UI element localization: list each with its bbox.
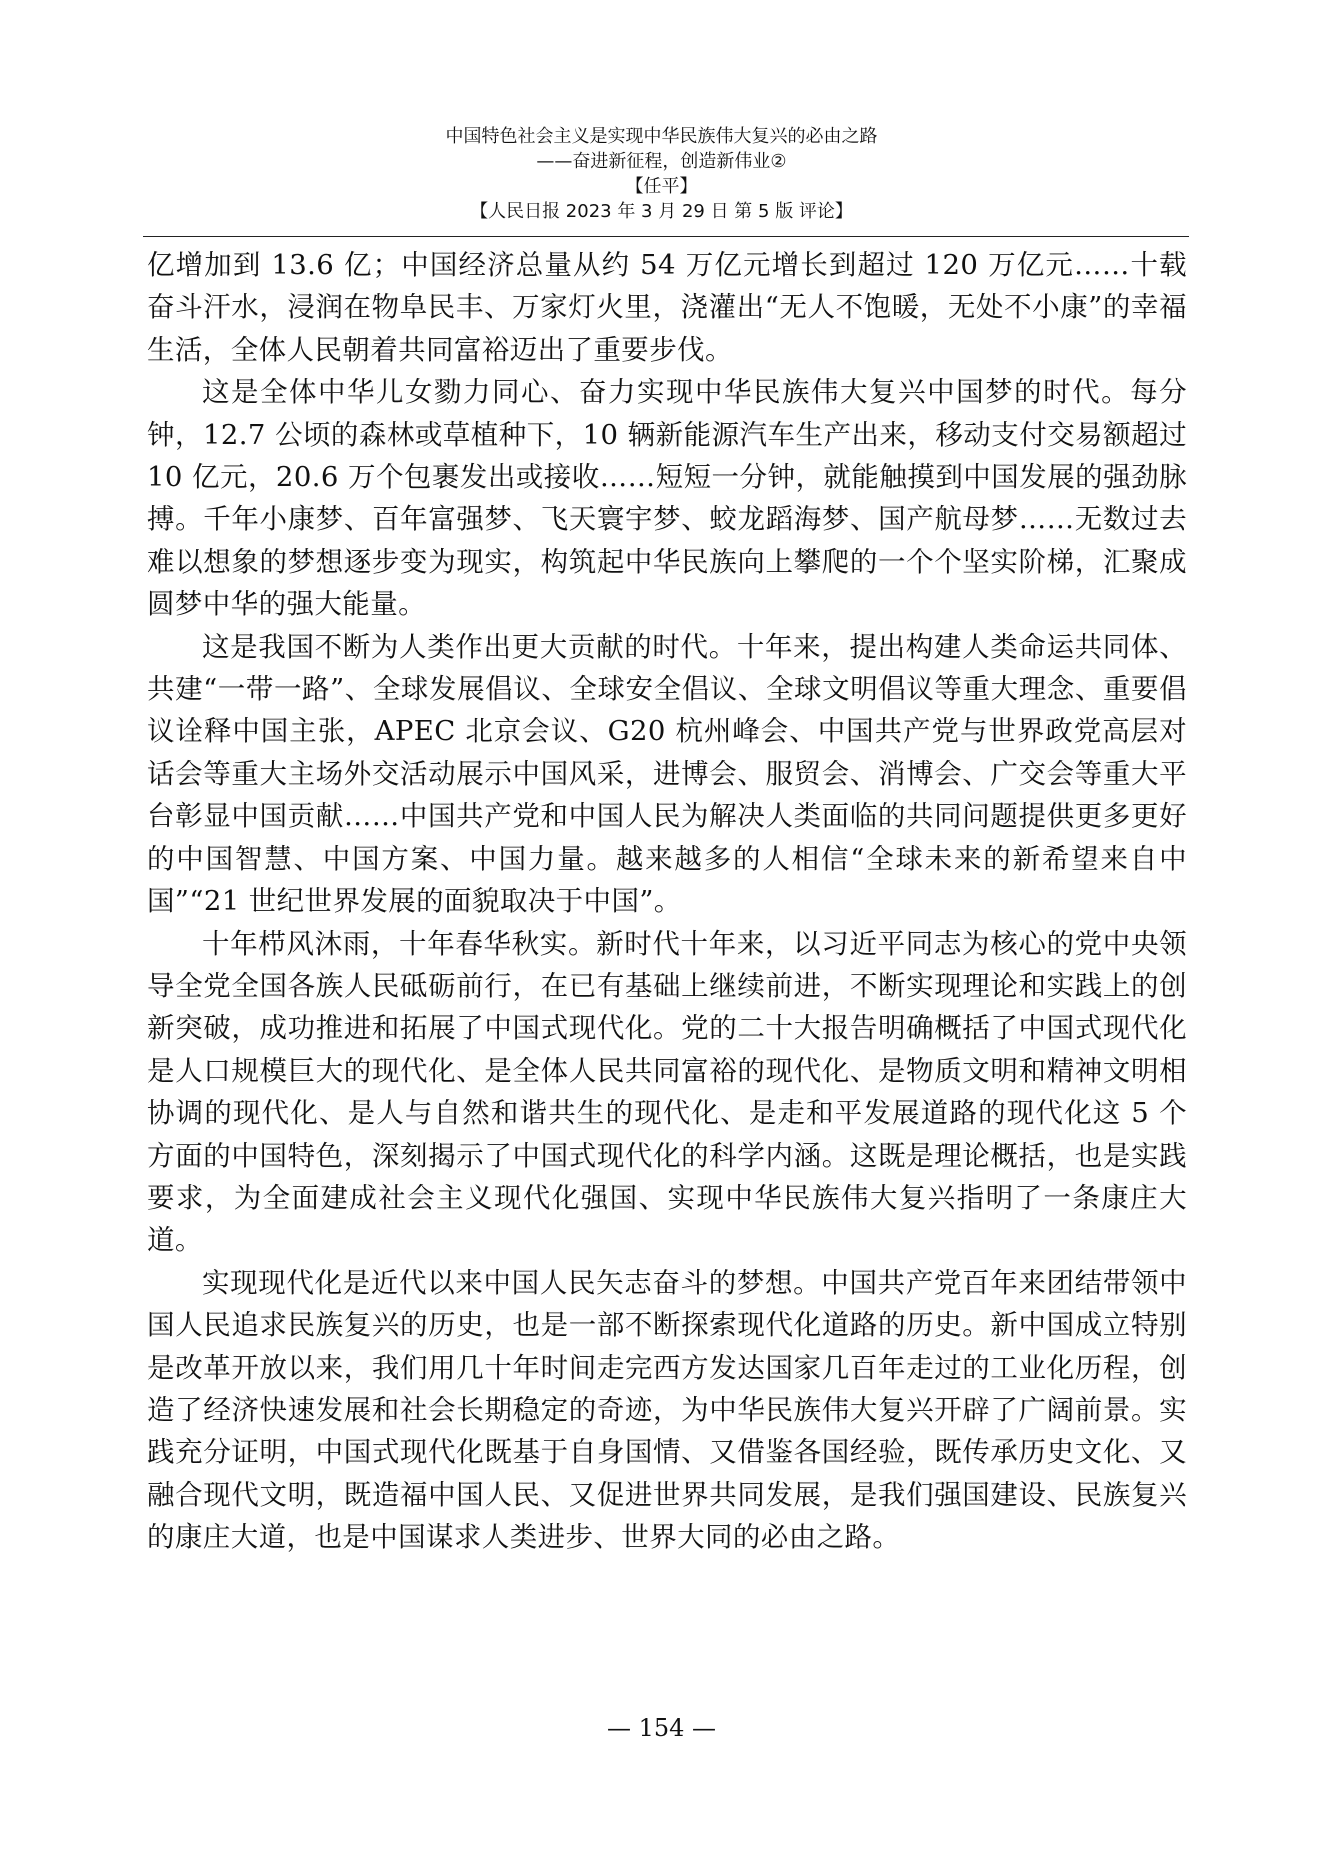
article-subtitle: ——奋进新征程，创造新伟业② [536,151,787,172]
article-source: 【人民日报 2023 年 3 月 29 日 第 5 版 评论】 [470,201,853,222]
paragraph: 这是全体中华儿女勠力同心、奋力实现中华民族伟大复兴中国梦的时代。每分钟，12.7 公顷的森林或草植种下，10 辆新能源汽车生产出来，移动支付交易额超过 10 亿元，20.6 万个包裹发出或接收……短短一分钟，就能触摸到中国发展的强劲脉搏。千年小康梦、百年富强梦、飞天寰宇梦、蛟龙蹈海梦、国产航母梦……无数过去难以想象的梦想逐步变为现实，构筑起中华民族向上攀爬的一个个坚实阶梯，汇聚成圆梦中华的强大能量。 [147,376,1187,621]
paragraph: 实现现代化是近代以来中国人民矢志奋斗的梦想。中国共产党百年来团结带领中国人民追求民族复兴的历史，也是一部不断探索现代化道路的历史。新中国成立特别是改革开放以来，我们用几十年时间走完西方发达国家几百年走过的工业化历程，创造了经济快速发展和社会长期稳定的奇迹，为中华民族伟大复兴开辟了广阔前景。实践充分证明，中国式现代化既基于自身国情、又借鉴各国经验，既传承历史文化、又融合现代文明，既造福中国人民、又促进世界共同发展，是我们强国建设、民族复兴的康庄大道，也是中国谋求人类进步、世界大同的必由之路。 [147,1266,1187,1554]
document-header [0,124,1323,224]
article-author: 【任平】 [625,176,698,197]
paragraph: 亿增加到 13.6 亿；中国经济总量从约 54 万亿元增长到超过 120 万亿元……十载奋斗汗水，浸润在物阜民丰、万家灯火里，浇灌出“无人不饱暖，无处不小康”的幸福生活，全体人民朝着共同富裕迈出了重要步伐。 [147,249,1187,366]
article-body [147,244,1187,1559]
header-divider [143,236,1189,237]
article-title: 中国特色社会主义是实现中华民族伟大复兴的必由之路 [445,126,878,147]
page-number: — 154 — [606,1714,717,1742]
paragraph: 这是我国不断为人类作出更大贡献的时代。十年来，提出构建人类命运共同体、共建“一带一路”、全球发展倡议、全球安全倡议、全球文明倡议等重大理念、重要倡议诠释中国主张，APEC 北京会议、G20 杭州峰会、中国共产党与世界政党高层对话会等重大主场外交活动展示中国风采，进博会、服贸会、消博会、广交会等重大平台彰显中国贡献……中国共产党和中国人民为解决人类面临的共同问题提供更多更好的中国智慧、中国方案、中国力量。越来越多的人相信“全球未来的新希望来自中国”“21 世纪世界发展的面貌取决于中国”。 [147,630,1187,918]
paragraph: 十年栉风沐雨，十年春华秋实。新时代十年来，以习近平同志为核心的党中央领导全党全国各族人民砥砺前行，在已有基础上继续前进，不断实现理论和实践上的创新突破，成功推进和拓展了中国式现代化。党的二十大报告明确概括了中国式现代化是人口规模巨大的现代化、是全体人民共同富裕的现代化、是物质文明和精神文明相协调的现代化、是人与自然和谐共生的现代化、是走和平发展道路的现代化这 5 个方面的中国特色，深刻揭示了中国式现代化的科学内涵。这既是理论概括，也是实践要求，为全面建成社会主义现代化强国、实现中华民族伟大复兴指明了一条康庄大道。 [147,927,1187,1257]
